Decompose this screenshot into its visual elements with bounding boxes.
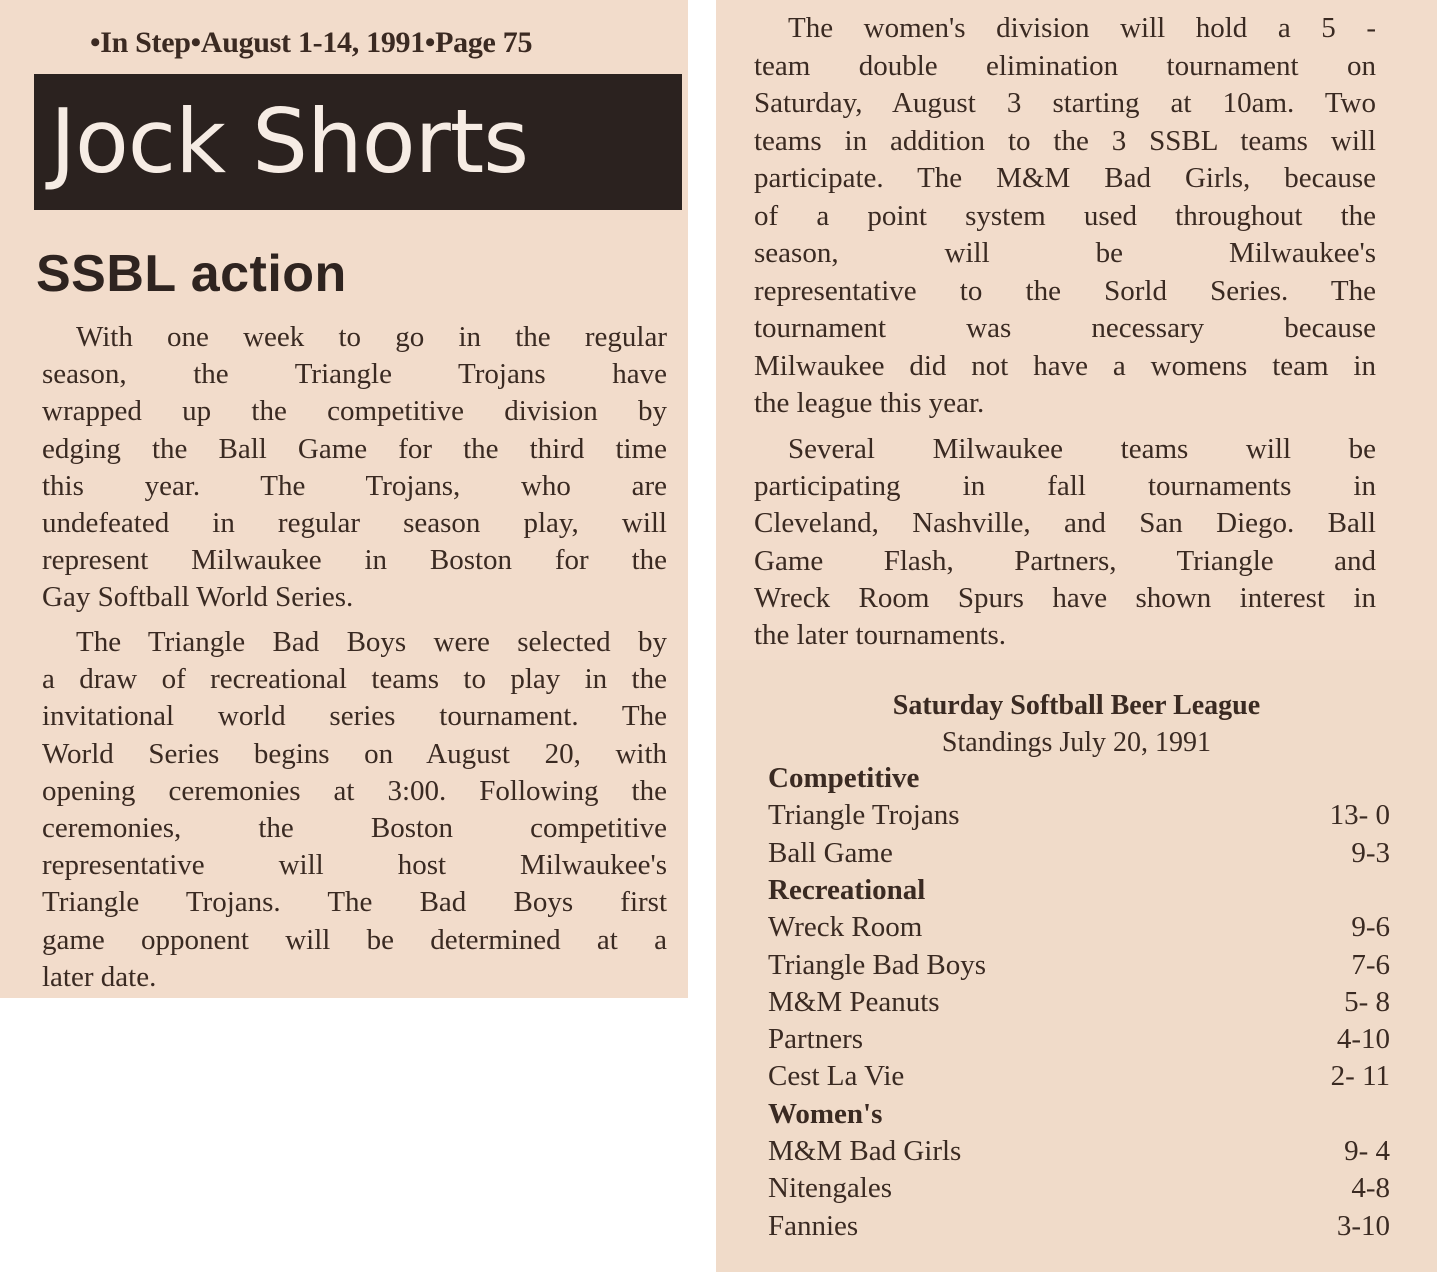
standings-table-clipping (716, 660, 1437, 1272)
paragraph-line: this year. The Trojans, who are (42, 469, 667, 502)
standings-title: Saturday Softball Beer League (892, 690, 1261, 721)
right-article-clipping (716, 0, 1437, 660)
standings-row (768, 1172, 1390, 1209)
standings-row (768, 911, 1390, 948)
paragraph-line: teams in addition to the 3 SSBL teams will (754, 124, 1376, 157)
standings-division-heading (768, 762, 1390, 799)
team-name: M&M Bad Girls (768, 1135, 962, 1167)
article-headline: SSBL action (36, 245, 347, 303)
standings-row (768, 1135, 1390, 1172)
paragraph-line: With one week to go in the regular (76, 321, 667, 353)
paragraph-line: Triangle Trojans. The Bad Boys first (42, 886, 667, 919)
standings-division-heading (768, 874, 1390, 911)
team-record: 9-6 (1351, 911, 1390, 944)
division-name: Competitive (768, 762, 920, 794)
paragraph-line: ceremonies, the Boston competitive (42, 812, 667, 844)
team-record: 9- 4 (1344, 1135, 1390, 1167)
paragraph-line: The Triangle Bad Boys were selected by (76, 626, 667, 658)
team-name: Fannies (768, 1209, 859, 1242)
paragraph-line: participate. The M&M Bad Girls, because (754, 162, 1376, 194)
team-name: Triangle Bad Boys (768, 948, 987, 981)
standings-division-heading (768, 1098, 1390, 1135)
paragraph-line: of a point system used throughout the (754, 199, 1376, 232)
paragraph-line: representative to the Sorld Series. The (754, 274, 1376, 307)
paragraph-line: wrapped up the competitive division by (42, 395, 667, 428)
division-name: Recreational (768, 873, 926, 906)
column-banner (34, 74, 682, 210)
team-name: Partners (768, 1023, 864, 1056)
paragraph-line: represent Milwaukee in Boston for the (42, 544, 667, 577)
column-title: Jock Shorts (50, 90, 529, 193)
paragraph-line: Saturday, August 3 starting at 10am. Two (754, 87, 1376, 119)
paragraph-line: Game Flash, Partners, Triangle and (754, 544, 1376, 577)
team-record: 4-10 (1336, 1023, 1390, 1056)
standings-row (768, 1210, 1390, 1247)
paragraph-line: the league this year. (754, 387, 985, 419)
page-header: •In Step•August 1-14, 1991•Page 75 (90, 26, 533, 59)
division-name: Women's (768, 1097, 883, 1130)
team-name: Triangle Trojans (768, 799, 960, 832)
standings-row (768, 1060, 1390, 1097)
team-name: M&M Peanuts (768, 985, 940, 1018)
team-record: 9-3 (1351, 836, 1390, 869)
standings-subtitle: Standings July 20, 1991 (941, 727, 1212, 758)
paragraph-line: Wreck Room Spurs have shown interest in (754, 581, 1376, 614)
team-record: 2- 11 (1330, 1060, 1390, 1093)
paragraph-line: later date. (42, 960, 157, 993)
team-record: 7-6 (1351, 948, 1390, 981)
paragraph-line: representative will host Milwaukee's (42, 849, 667, 882)
team-name: Wreck Room (768, 911, 923, 944)
paragraph-line: tournament was necessary because (754, 312, 1376, 344)
standings-row (768, 986, 1390, 1023)
paragraph-line: Several Milwaukee teams will be (788, 433, 1376, 465)
team-name: Cest La Vie (768, 1060, 905, 1093)
paragraph-line: season, will be Milwaukee's (754, 237, 1376, 269)
paragraph-line: season, the Triangle Trojans have (42, 358, 667, 391)
paragraph-line: opening ceremonies at 3:00. Following the (42, 774, 667, 807)
left-article-clipping (0, 0, 688, 998)
paragraph-line: game opponent will be determined at a (42, 923, 667, 956)
team-name: Nitengales (768, 1172, 893, 1205)
paragraph-line: The women's division will hold a 5 - (788, 12, 1376, 44)
standings-row (768, 799, 1390, 836)
paragraph-line: participating in fall tournaments in (754, 470, 1376, 503)
paragraph-line: Milwaukee did not have a womens team in (754, 349, 1376, 382)
standings-row (768, 1023, 1390, 1060)
standings-row (768, 837, 1390, 874)
paragraph-line: invitational world series tournament. The (42, 700, 667, 733)
paragraph-line: edging the Ball Game for the third time (42, 432, 667, 465)
paragraph-line: Cleveland, Nashville, and San Diego. Ball (754, 507, 1376, 540)
paragraph-line: team double elimination tournament on (754, 49, 1376, 82)
paragraph-line: undefeated in regular season play, will (42, 507, 667, 539)
team-record: 4-8 (1351, 1172, 1390, 1205)
team-record: 5- 8 (1344, 985, 1390, 1018)
team-record: 3-10 (1336, 1209, 1390, 1242)
team-record: 13- 0 (1329, 799, 1390, 832)
paragraph-line: a draw of recreational teams to play in the (42, 663, 667, 696)
paragraph-line: the later tournaments. (754, 619, 1007, 651)
paragraph-line: World Series begins on August 20, with (42, 737, 667, 770)
standings-row (768, 949, 1390, 986)
team-name: Ball Game (768, 836, 893, 869)
paragraph-line: Gay Softball World Series. (42, 581, 354, 614)
